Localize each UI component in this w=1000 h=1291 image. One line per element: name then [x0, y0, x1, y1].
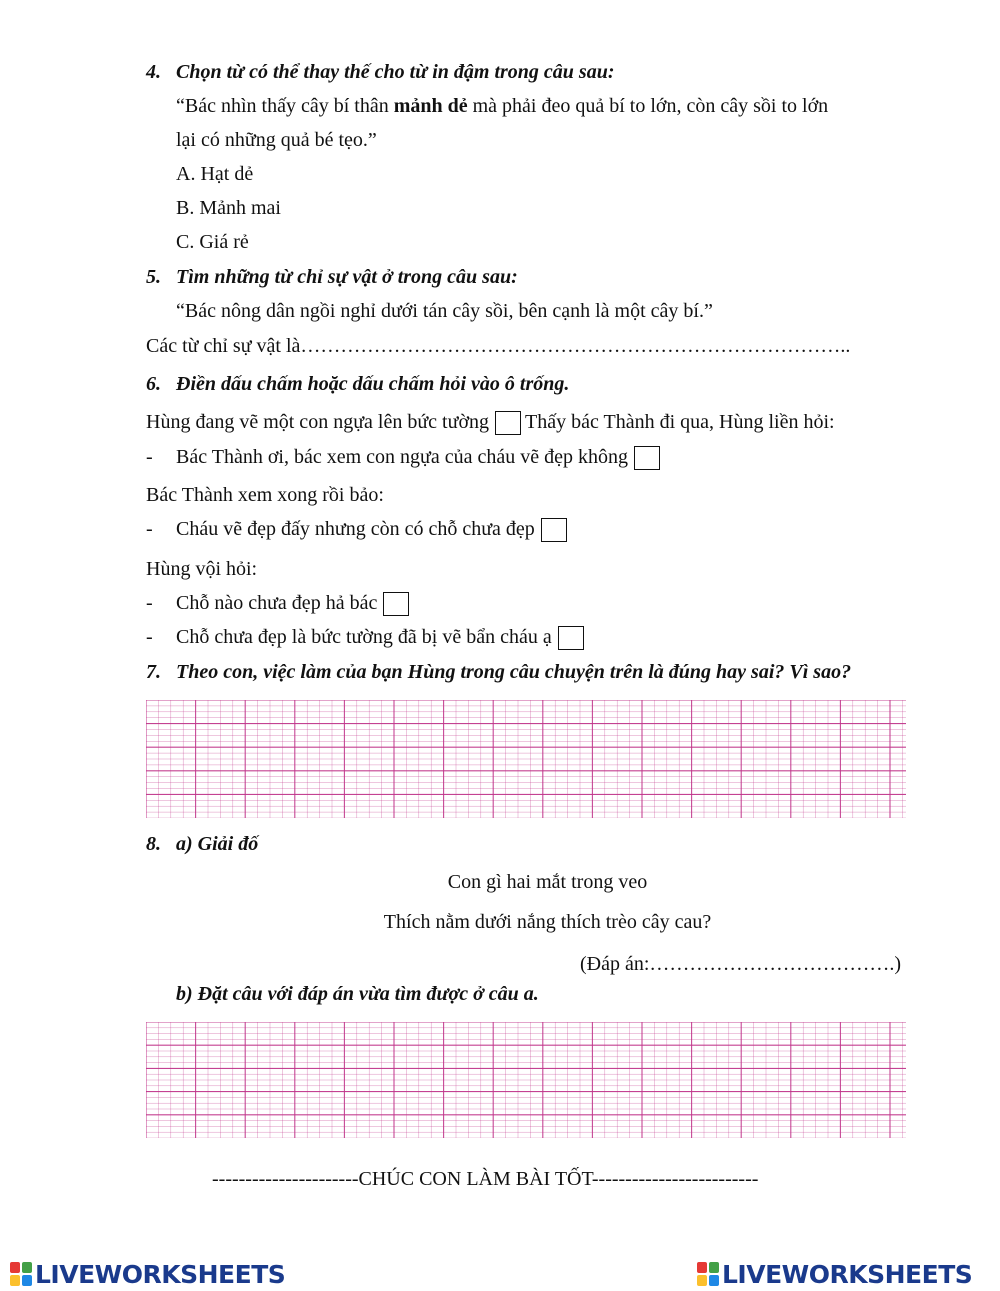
q6-line2 — [146, 445, 660, 470]
dash: - — [146, 626, 153, 648]
q4-number: 4. — [146, 61, 161, 83]
answer-box-1[interactable] — [495, 411, 521, 435]
logo-text: LIVEWORKSHEETS — [35, 1259, 286, 1289]
q4-prompt-text: Chọn từ có thể thay thế cho từ in đậm trong câu sau: — [176, 61, 615, 83]
dash: - — [146, 446, 153, 468]
q6-line6 — [146, 591, 409, 616]
q4-quote-line2: lại có những quả bé tẹo.” — [176, 129, 377, 151]
q6-line6-text: Chỗ nào chưa đẹp hả bác — [176, 592, 378, 614]
q6-line4 — [146, 517, 567, 542]
liveworksheets-logo-right — [697, 1260, 972, 1288]
q5-prompt-text: Tìm những từ chỉ sự vật ở trong câu sau: — [176, 266, 518, 288]
answer-box-2[interactable] — [634, 446, 660, 470]
riddle-answer[interactable]: (Đáp án:……………………………….) — [580, 953, 902, 975]
q6-line1 — [146, 410, 835, 435]
q6-line7 — [146, 625, 584, 650]
q7-number: 7. — [146, 661, 161, 683]
q4-quote-bold-word: mảnh dẻ — [393, 95, 468, 117]
q8-part-a — [146, 832, 258, 856]
dash: - — [146, 518, 153, 540]
q5-prompt — [146, 265, 518, 289]
q4-quote-part2: mà phải đeo quả bí to lớn, còn cây sồi to lớn — [467, 95, 829, 117]
liveworksheets-logo-left — [10, 1260, 285, 1288]
q4-option-c: C. Giá rẻ — [176, 231, 249, 253]
q4-option-b: B. Mảnh mai — [176, 197, 281, 219]
q5-quote: “Bác nông dân ngồi nghỉ dưới tán cây sồi, bên cạnh là một cây bí.” — [176, 300, 713, 322]
q8-part-b: b) Đặt câu với đáp án vừa tìm được ở câu a. — [176, 983, 539, 1005]
q5-answer-line[interactable]: Các từ chỉ sự vật là……………………………………………………………………….. — [146, 335, 851, 357]
q6-line4-text: Cháu vẽ đẹp đấy nhưng còn có chỗ chưa đẹp — [176, 518, 535, 540]
q4-quote-part1: “Bác nhìn thấy cây bí thân — [176, 95, 394, 117]
q4-option-a: A. Hạt dẻ — [176, 163, 254, 185]
q4-quote-line1 — [176, 94, 828, 118]
q6-prompt — [146, 372, 569, 396]
answer-box-3[interactable] — [541, 518, 567, 542]
q6-line5: Hùng vội hỏi: — [146, 558, 258, 580]
q6-line3: Bác Thành xem xong rồi bảo: — [146, 484, 384, 506]
logo-blocks-icon — [10, 1262, 32, 1286]
writing-grid-q7[interactable] — [146, 700, 906, 818]
q6-prompt-text: Điền dấu chấm hoặc dấu chấm hỏi vào ô trống. — [176, 373, 570, 395]
riddle-line1: Con gì hai mắt trong veo — [447, 871, 648, 893]
logo-text: LIVEWORKSHEETS — [722, 1259, 973, 1289]
riddle-line2: Thích nằm dưới nắng thích trèo cây cau? — [383, 911, 712, 933]
q5-number: 5. — [146, 266, 161, 288]
q6-line2-text: Bác Thành ơi, bác xem con ngựa của cháu vẽ đẹp không — [176, 446, 629, 468]
q6-line1-a: Hùng đang vẽ một con ngựa lên bức tường — [146, 411, 490, 433]
q7-prompt-text: Theo con, việc làm của bạn Hùng trong câu chuyện trên là đúng hay sai? Vì sao? — [176, 661, 852, 683]
q8-number: 8. — [146, 833, 161, 855]
q8-part-a-text: a) Giải đố — [176, 833, 259, 855]
answer-box-5[interactable] — [558, 626, 584, 650]
closing-text: ----------------------CHÚC CON LÀM BÀI TỐT------------------------- — [212, 1168, 759, 1190]
q4-prompt — [146, 60, 614, 84]
logo-blocks-icon — [697, 1262, 719, 1286]
answer-box-4[interactable] — [383, 592, 409, 616]
writing-grid-q8[interactable] — [146, 1022, 906, 1138]
q6-line1-b: Thấy bác Thành đi qua, Hùng liền hỏi: — [525, 411, 835, 433]
q7-prompt — [146, 660, 851, 684]
q6-number: 6. — [146, 373, 161, 395]
q6-line7-text: Chỗ chưa đẹp là bức tường đã bị vẽ bẩn cháu ạ — [176, 626, 552, 648]
dash: - — [146, 592, 153, 614]
